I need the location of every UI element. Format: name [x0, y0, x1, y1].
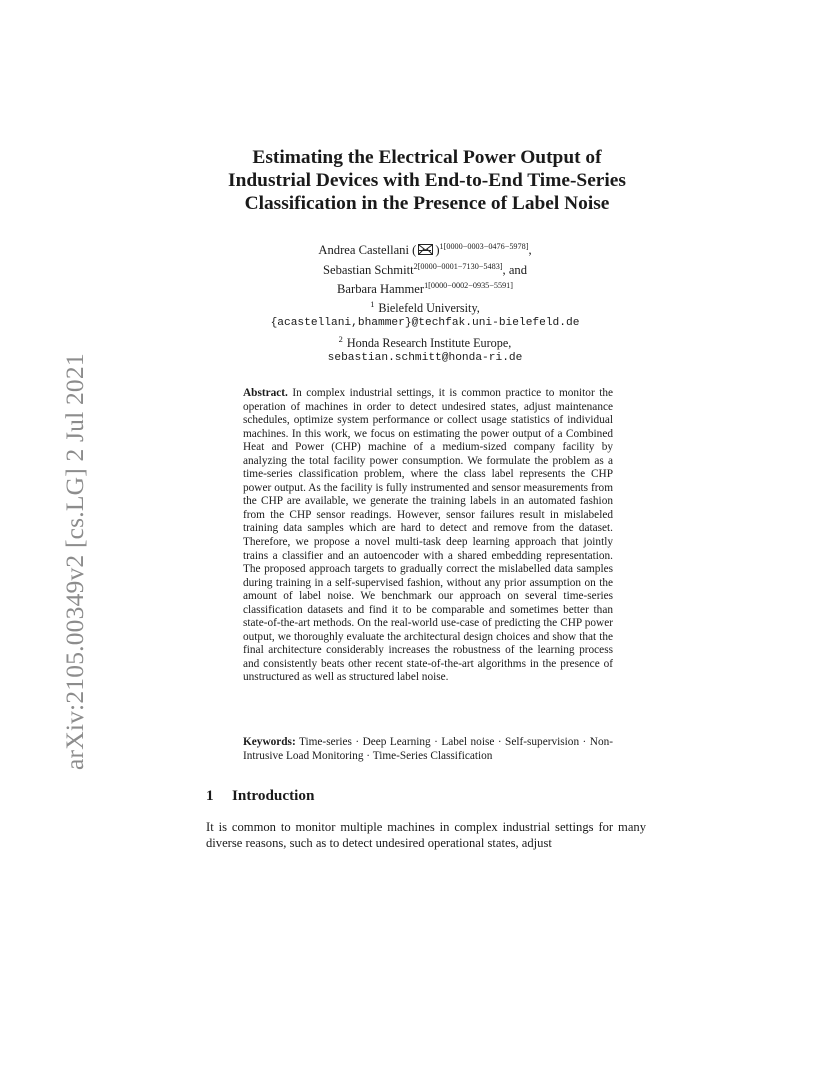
envelope-icon: [418, 244, 433, 255]
author-name: Sebastian Schmitt: [323, 262, 414, 277]
affiliation-line: [230, 332, 620, 351]
keywords-text: Time-series · Deep Learning · Label noise · Self-supervision · Non-Intrusive Load Monitoring · Time-Series Classification: [243, 736, 614, 762]
author-name: Andrea Castellani (: [318, 243, 417, 257]
abstract-label: Abstract.: [243, 387, 288, 399]
intro-paragraph: It is common to monitor multiple machines in complex industrial settings for many diverse reasons, such as to detect undesired operational states, adjust: [206, 820, 646, 850]
keywords-label: Keywords:: [243, 736, 296, 748]
author-separator: , and: [502, 262, 527, 277]
affiliation-email: sebastian.schmitt@honda-ri.de: [327, 352, 523, 365]
affiliations: [230, 297, 620, 367]
affiliation-line: [230, 297, 620, 316]
affiliation-number: 1: [370, 300, 375, 309]
title-line: Classification in the Presence of Label Noise: [244, 193, 610, 214]
section-heading: [206, 787, 636, 805]
author-separator: ,: [528, 243, 532, 257]
affiliation-name: Honda Research Institute Europe,: [346, 335, 512, 350]
author-orcid: 1[0000−0002−0935−5591]: [424, 281, 513, 290]
section-number: 1: [206, 787, 214, 804]
paper-title: [200, 146, 654, 215]
author-paren: ): [435, 243, 440, 257]
author-name: Barbara Hammer: [337, 282, 425, 296]
affiliation-number: 2: [338, 334, 343, 344]
author-line: [230, 278, 620, 298]
abstract: [243, 387, 613, 685]
author-line: [230, 239, 620, 259]
author-line: [230, 259, 620, 279]
keywords: [243, 736, 613, 763]
title-line: Industrial Devices with End-to-End Time-Series: [228, 170, 626, 191]
arxiv-identifier: arXiv:2105.00349v2 [cs.LG] 2 Jul 2021: [60, 353, 89, 770]
author-orcid: 2[0000−0001−7130−5483]: [413, 261, 503, 271]
author-orcid: 1[0000−0003−0476−5978]: [439, 242, 529, 251]
affiliation-email: {acastellani,bhammer}@techfak.uni-bielefeld.de: [270, 317, 580, 330]
abstract-text: In complex industrial settings, it is common practice to monitor the operation of machines in order to detect undesired states, adjust maintenance schedules, optimize system performance or collect usage statistics of individual machines. In this work, we focus on estimating the power output of a Combined Heat and Power (CHP) machine of a medium-sized company facility by analyzing the total facility power consumption. We formulate the problem as a time-series classification problem, where the class label represents the CHP power output. As the facility is fully instrumented and sensor measurements from the CHP are available, we generate the training labels in an automated fashion from the CHP sensor readings. However, sensor failures result in mislabeled training data samples which are hard to detect and remove from the dataset. Therefore, we propose a novel multi-task deep learning approach that jointly trains a classifier and an autoencoder with a shared embedding representation. The proposed approach targets to gradually correct the mislabelled data samples during training in a self-supervised fashion, without any prior assumption on the amount of label noise. We benchmark our approach on several time-series classification datasets and find it to be comparable and sometimes better than state-of-the-art methods. On the real-world use-case of predicting the CHP power output, we thoroughly evaluate the architectural design choices and show that the final architecture considerably increases the robustness of the learning process and consistently beats other recent state-of-the-art algorithms in the presence of unstructured as well as structured label noise.: [243, 387, 613, 684]
title-line: Estimating the Electrical Power Output of: [252, 147, 602, 168]
section-title: Introduction: [232, 787, 315, 804]
affiliation-name: Bielefeld University,: [378, 301, 480, 315]
author-list: [230, 239, 620, 298]
